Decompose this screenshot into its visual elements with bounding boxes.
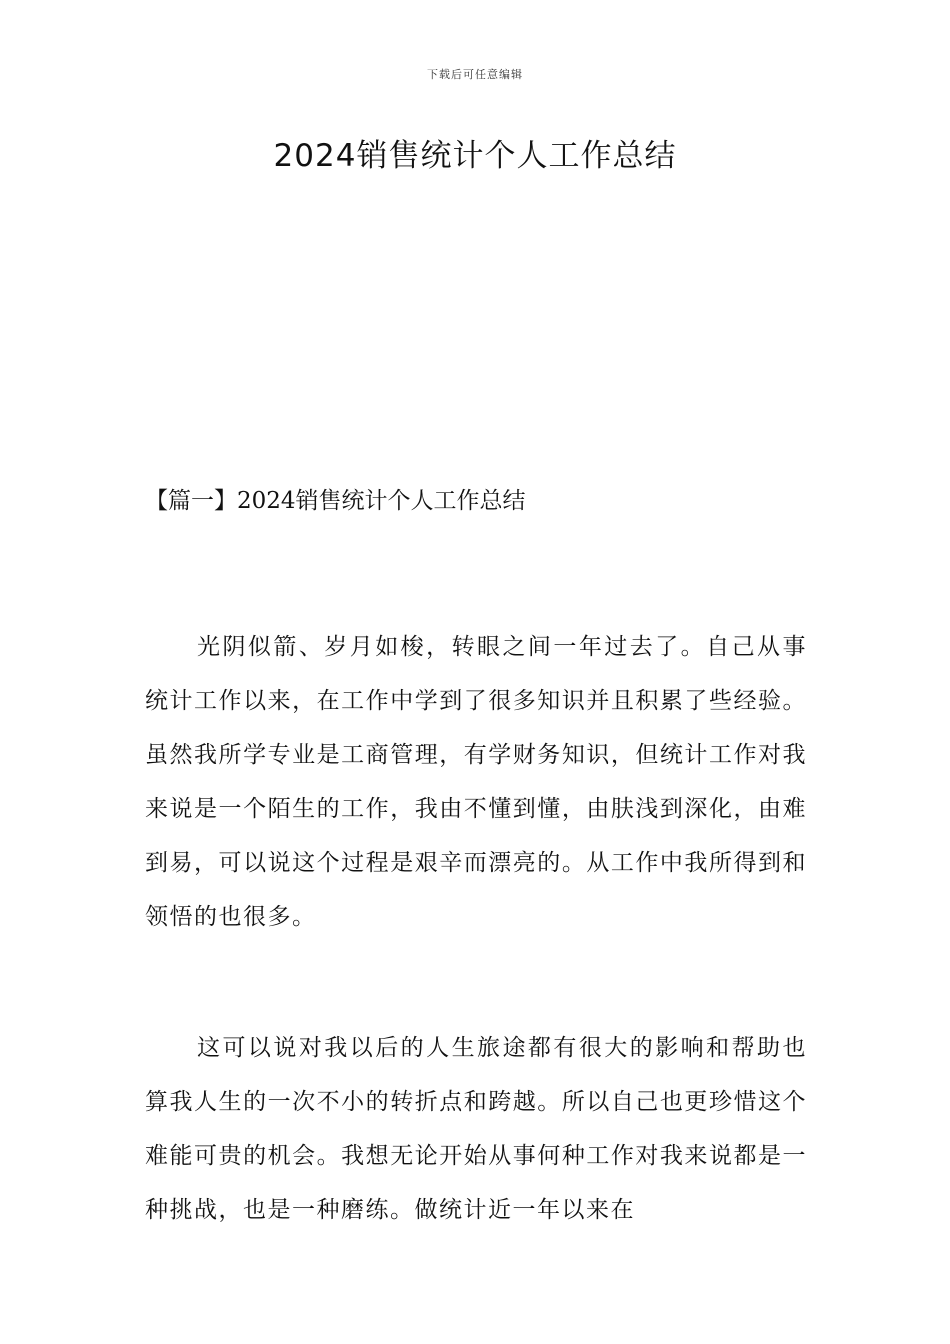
body-paragraph-1: 光阴似箭、岁月如梭，转眼之间一年过去了。自己从事统计工作以来，在工作中学到了很多知识并且积累了些经验。虽然我所学专业是工商管理，有学财务知识，但统计工作对我来说是一个陌生的工作，我由不懂到懂，由肤浅到深化，由难到易，可以说这个过程是艰辛而漂亮的。从工作中我所得到和领悟的也很多。 [145, 634, 807, 930]
header-note: 下载后可任意编辑 [427, 68, 523, 81]
body-paragraph-2: 这可以说对我以后的人生旅途都有很大的影响和帮助也算我人生的一次不小的转折点和跨越。所以自己也更珍惜这个难能可贵的机会。我想无论开始从事何种工作对我来说都是一种挑战，也是一种磨练。做统计近一年以来在 [145, 1035, 807, 1223]
document-title: 2024销售统计个人工作总结 [273, 138, 677, 174]
section-heading: 【篇一】2024销售统计个人工作总结 [145, 488, 526, 514]
